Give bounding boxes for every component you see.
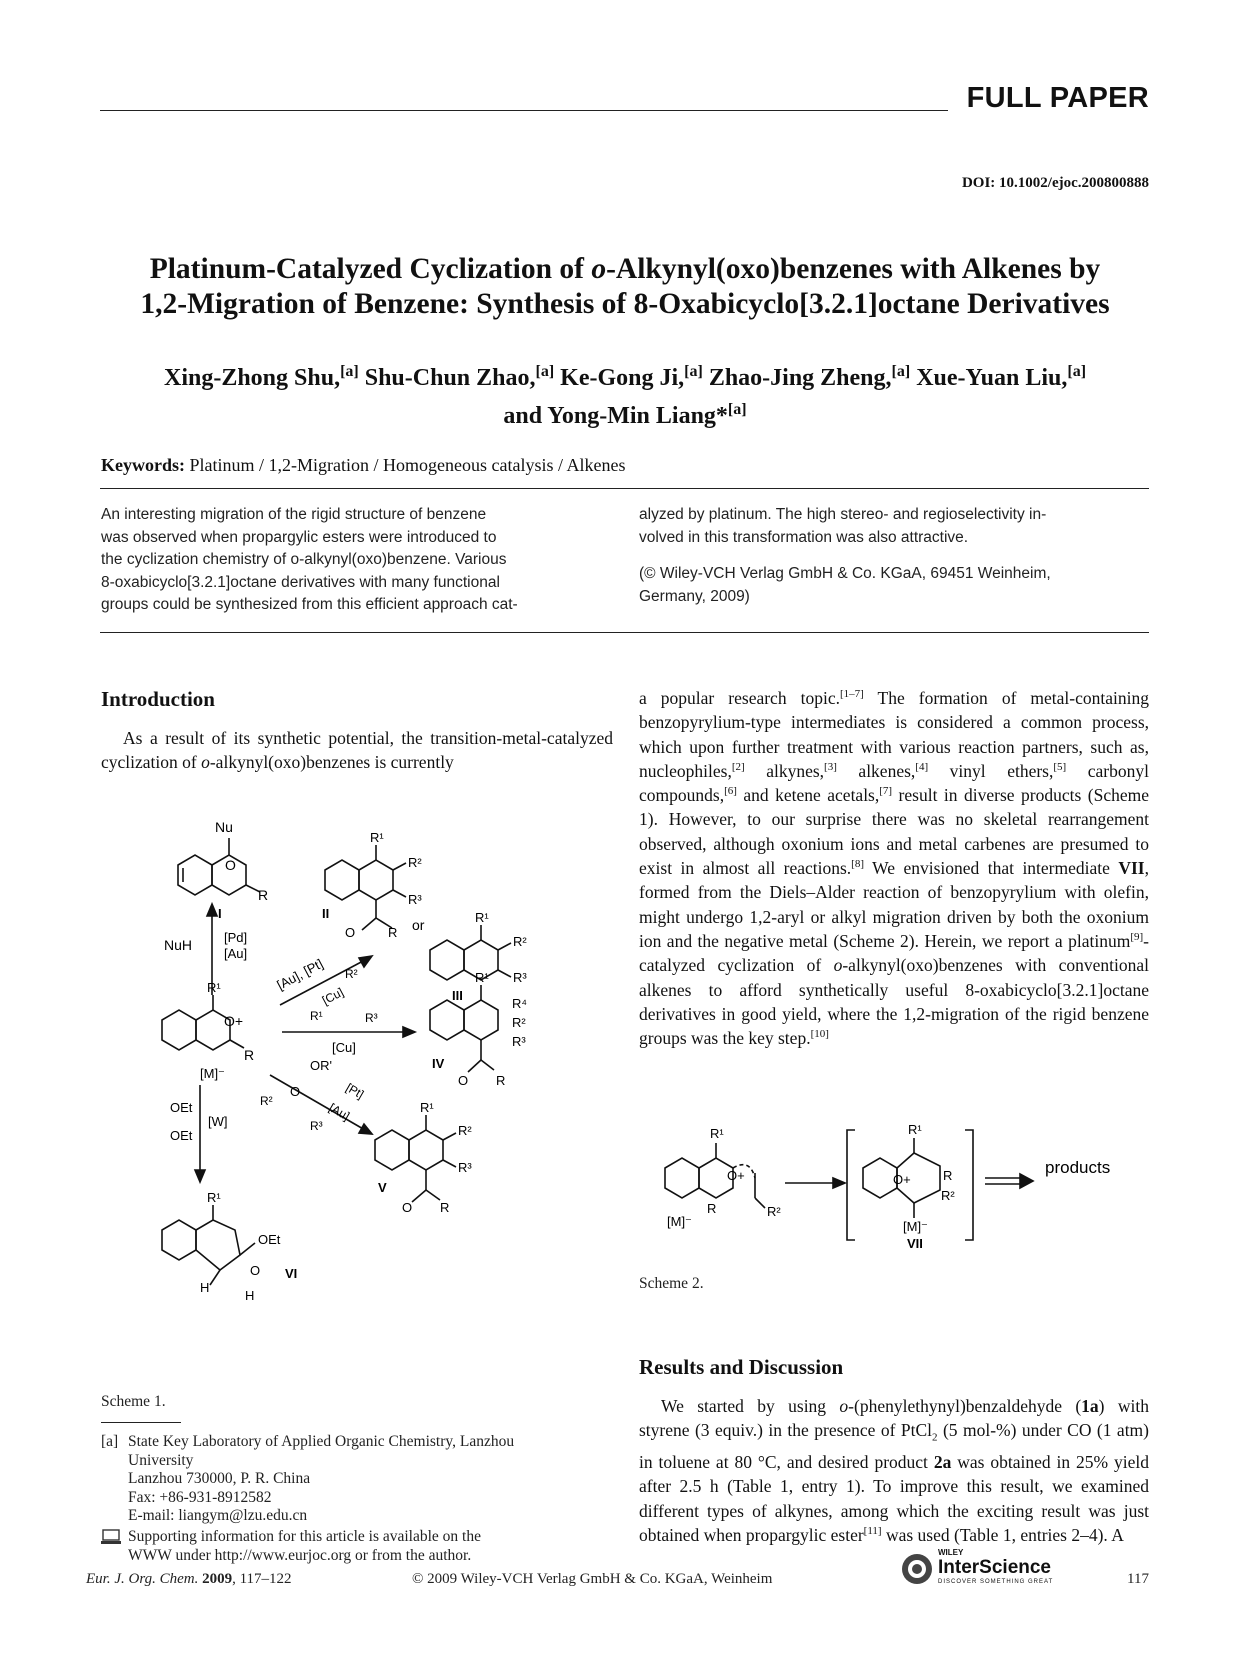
scheme1-label: R² (512, 1015, 526, 1030)
interscience-globe-icon (900, 1552, 934, 1586)
scheme1-label: [Au] (326, 1100, 352, 1124)
scheme1-label: OEt (170, 1128, 193, 1143)
results-paragraph: We started by using o-(phenylethynyl)benzaldehyde (1a) with styrene (3 equiv.) in the presence of PtCl$_2$ (5 mol-%) under CO (1 atm) in toluene at 80 °C, and desired product 2a was obtained in 25% yield after 2.5 h (Table 1, entry 1). To improve this result, we examined different types of alkynes, among which the exciting result was just obtained when propargylic ester[11] was used (Table 1, entries 2–4). A (639, 1396, 1149, 1545)
scheme1-label: R² (260, 1094, 273, 1108)
abstract-right: alyzed by platinum. The high stereo- and regioselectivity in- volved in this transformation was also attractive. (© Wiley-VCH Verlag GmbH & Co. KGaA, 69451 Weinheim, Germany, 2009) (639, 504, 1149, 608)
scheme2-label: R² (941, 1188, 955, 1203)
scheme1-label: IV (432, 1056, 445, 1071)
interscience-logo: WILEY InterScience DISCOVER SOMETHING GREAT (900, 1548, 1070, 1588)
scheme2-label: R¹ (710, 1126, 724, 1141)
keywords-list: Platinum / 1,2-Migration / Homogeneous catalysis / Alkenes (189, 455, 626, 475)
scheme1-label: R¹ (310, 1009, 323, 1023)
scheme-2-figure (655, 1118, 1155, 1253)
scheme1-label: O (458, 1073, 469, 1088)
scheme2-label: R¹ (908, 1122, 922, 1137)
footnote-supporting-info: Supporting information for this article is available on the WWW under http://www.eurjoc.org or from the author. (128, 1528, 481, 1564)
abstract-left: An interesting migration of the rigid structure of benzene was observed when propargylic esters were introduced to the cyclization chemistry of o-alkynyl(oxo)benzene. Various 8-oxabicyclo[3.2.1]octane derivatives with many functional groups could be synthesized from this efficient approach cat- (101, 506, 518, 613)
scheme1-label: V (378, 1180, 387, 1195)
scheme1-label: R⁴ (512, 996, 527, 1011)
scheme1-label: [M]⁻ (200, 1066, 225, 1081)
scheme1-label: R¹ (475, 910, 489, 925)
scheme1-label: O (345, 925, 356, 940)
scheme1-label: [Au] (224, 946, 248, 961)
scheme1-label: R³ (458, 1160, 472, 1175)
author: Ke-Gong Ji, (560, 365, 685, 391)
header-rule (100, 110, 948, 111)
scheme-2-caption: Scheme 2. (639, 1275, 704, 1292)
abstract-rule (100, 632, 1149, 633)
scheme1-label: R² (513, 934, 527, 949)
scheme1-label: R³ (365, 1011, 378, 1025)
scheme1-label: H (200, 1280, 210, 1295)
scheme2-label: products (1045, 1158, 1111, 1177)
scheme1-label: OEt (170, 1100, 193, 1115)
author-list: Xing-Zhong Shu,[a] Shu-Chun Zhao,[a] Ke-Gong Ji,[a] Zhao-Jing Zheng,[a] Xue-Yuan Liu,[a] and Yong-Min Liang*[a] (163, 363, 1087, 429)
scheme1-label: R¹ (207, 1190, 221, 1205)
keywords-rule (100, 488, 1149, 489)
section-label: FULL PAPER (966, 82, 1149, 114)
scheme1-label: R (244, 1047, 255, 1063)
author: and Yong-Min Liang* (503, 403, 728, 429)
scheme1-label: R² (458, 1123, 472, 1138)
scheme1-label: [Cu] (332, 1040, 356, 1055)
scheme1-label: [Pd] (224, 930, 248, 945)
scheme1-label: OEt (258, 1232, 281, 1247)
scheme1-label: R (388, 925, 398, 940)
scheme2-label: VII (907, 1236, 923, 1251)
scheme1-label: [W] (208, 1114, 228, 1129)
scheme-1-caption: Scheme 1. (101, 1393, 166, 1410)
journal-citation: Eur. J. Org. Chem. 2009, 117–122 (86, 1571, 292, 1587)
author: Xue-Yuan Liu, (916, 365, 1068, 391)
right-column-paragraph: a popular research topic.[1–7] The formation of metal-containing benzopyrylium-type intermediates is considered a common process, which upon further treatment with various reaction partners, such as, nucleophiles,[2] alkynes,[3] alkenes,[4] vinyl ethers,[5] carbonyl compounds,[6] and ketene acetals,[7] result in diverse products (Scheme 1). However, to our surprise there was no skeletal rearrangement observed, although oxonium ions and metal carbenes are presumed to exist in almost all reactions.[8] We envisioned that intermediate VII, formed from the Diels–Alder reaction of benzopyrylium with olefin, might undergo 1,2-aryl or alkyl migration driven by both the oxonium ion and the negative metal (Scheme 2). Herein, we report a platinum[9]-catalyzed cyclization of o-alkynyl(oxo)benzenes with conventional alkenes to afford synthetically useful 8-oxabicyclo[3.2.1]octane derivatives in good yield, where the 1,2-migration of the rigid benzene groups was the key step.[10] (639, 688, 1150, 1049)
scheme1-label: R¹ (370, 830, 384, 845)
scheme1-label: O+ (224, 1013, 244, 1029)
introduction-paragraph: As a result of its synthetic potential, the transition-metal-catalyzed cyclization of o-alkynyl(oxo)benzenes is currently (101, 728, 613, 773)
keywords (101, 455, 625, 476)
scheme1-label: [Au], [Pt] (274, 955, 326, 993)
scheme1-label: O (225, 857, 236, 873)
scheme1-label: R (258, 887, 269, 903)
scheme2-label: R (943, 1168, 953, 1183)
scheme1-label: R³ (310, 1119, 323, 1133)
scheme2-label: R² (767, 1204, 781, 1219)
scheme1-label: OR' (310, 1058, 332, 1073)
scheme1-label: R² (345, 967, 358, 981)
doi: DOI: 10.1002/ejoc.200800888 (961, 175, 1149, 191)
scheme2-label: [M]⁻ (667, 1214, 692, 1229)
scheme1-label: R¹ (475, 970, 489, 985)
computer-icon (101, 1529, 121, 1545)
scheme1-label: III (452, 988, 463, 1003)
scheme2-label: O+ (727, 1168, 745, 1183)
scheme2-label: R (707, 1201, 717, 1216)
scheme1-label: [Pt] (343, 1080, 367, 1102)
scheme1-label: R (496, 1073, 506, 1088)
keywords-label: Keywords: (101, 455, 185, 475)
scheme1-label: H (245, 1288, 255, 1303)
scheme1-label: NuH (164, 937, 193, 953)
scheme1-label: R² (408, 855, 422, 870)
abstract-copyright: (© Wiley-VCH Verlag GmbH & Co. KGaA, 69451 Weinheim, (639, 565, 1051, 582)
scheme1-label: II (322, 906, 330, 921)
footer-copyright: © 2009 Wiley-VCH Verlag GmbH & Co. KGaA, Weinheim (412, 1571, 773, 1587)
author: Zhao-Jing Zheng, (708, 365, 892, 391)
footnote-affiliation: State Key Laboratory of Applied Organic Chemistry, Lanzhou University Lanzhou 730000, P. R. China Fax: +86-931-8912582 E-mail: liangym@lzu.edu.cn (128, 1433, 515, 1524)
scheme1-label: R¹ (207, 980, 221, 995)
scheme1-label: [Cu] (319, 984, 346, 1008)
scheme2-label: O+ (893, 1172, 911, 1187)
footnote-rule (101, 1422, 181, 1423)
footnote-affiliation-label: [a] (101, 1433, 119, 1450)
scheme1-label: I (218, 906, 222, 921)
author: Xing-Zhong Shu, (163, 365, 341, 391)
scheme1-label: R³ (513, 970, 527, 985)
scheme1-label: O (402, 1200, 413, 1215)
scheme1-label: R (440, 1200, 450, 1215)
page-number: 117 (1127, 1571, 1149, 1587)
scheme1-label: O (250, 1263, 261, 1278)
scheme1-label: R³ (408, 892, 422, 907)
scheme1-label: or (412, 917, 425, 933)
scheme2-label: [M]⁻ (903, 1219, 928, 1234)
scheme-1-figure (140, 800, 600, 1375)
scheme1-label: R³ (512, 1034, 526, 1049)
author: Shu-Chun Zhao, (364, 365, 536, 391)
introduction-heading: Introduction (101, 687, 215, 711)
scheme1-label: R¹ (420, 1100, 434, 1115)
scheme1-label: Nu (215, 819, 233, 835)
results-heading: Results and Discussion (639, 1355, 844, 1379)
scheme1-label: O (290, 1084, 301, 1099)
scheme1-label: VI (285, 1266, 298, 1281)
article-title: Platinum-Catalyzed Cyclization of o-Alkynyl(oxo)benzenes with Alkenes by 1,2-Migration of Benzene: Synthesis of 8-Oxabicyclo[3.2.1]octane Derivatives (140, 253, 1110, 320)
